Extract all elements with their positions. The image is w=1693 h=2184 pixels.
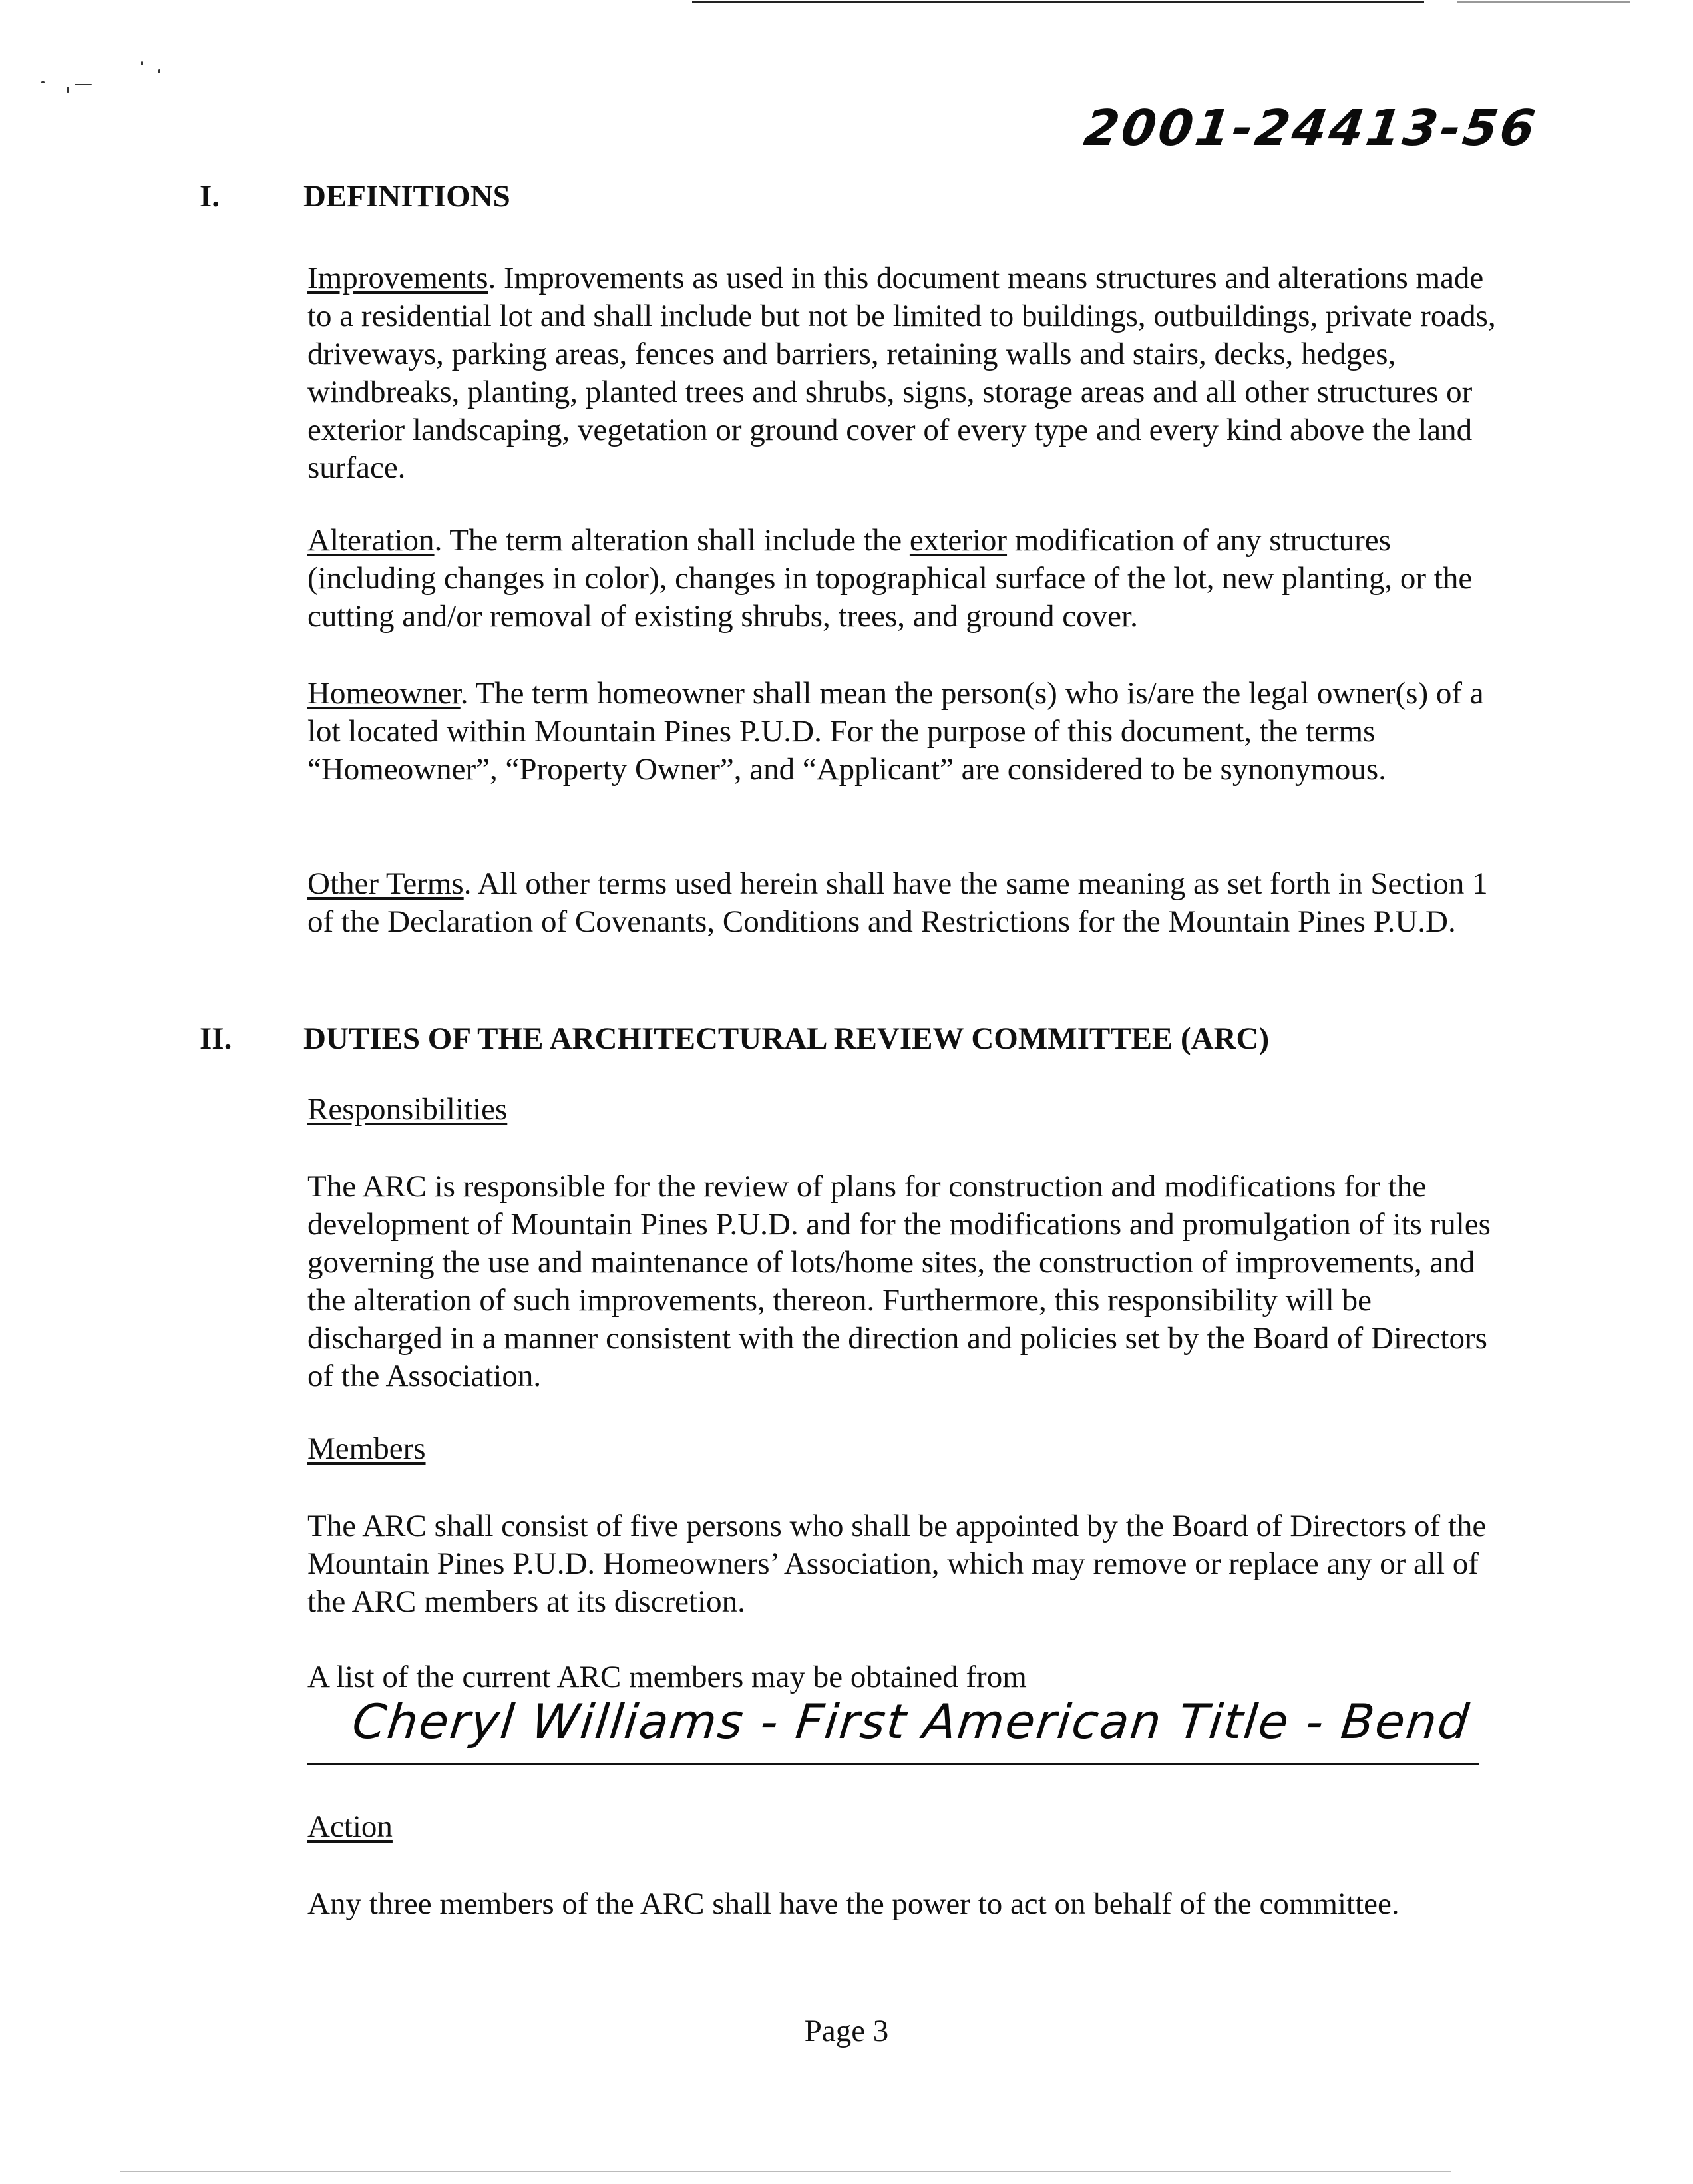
definition-text: . All other terms used herein shall have the same meaning as set forth in Section 1 of the Declaration of Covenants, Conditions and Restrictions for the Mountain Pines P.U.D. (307, 866, 1488, 939)
scan-edge-line (1457, 1, 1630, 3)
definition-other-terms (307, 865, 1505, 941)
section-title: DEFINITIONS (303, 179, 510, 214)
definition-text: . Improvements as used in this document means structures and alterations made to a residential lot and shall include but not be limited to buildings, outbuildings, private roads, driveways, parking areas, fences and barriers, retaining walls and stairs, decks, hedges, windbreaks, planting, planted trees and shrubs, signs, storage areas and all other structures or exterior landscaping, vegetation or ground cover of every type and every kind above the land surface. (307, 261, 1496, 485)
definition-term: Other Terms (307, 866, 464, 901)
section-number: II. (200, 1021, 232, 1056)
scan-edge-line (692, 1, 1424, 3)
definition-term: Improvements (307, 261, 488, 295)
definition-text: modification of any structures (including changes in color), changes in topographical surface of the lot, new planting, or the cutting and/or removal of existing shrubs, trees, and ground cover. (307, 523, 1473, 634)
scan-speck (141, 61, 143, 65)
subheading-responsibilities: Responsibilities (307, 1092, 508, 1127)
action-paragraph: Any three members of the ARC shall have the power to act on behalf of the committee. (307, 1887, 1400, 1921)
scan-edge-line (120, 2171, 1451, 2172)
definition-homeowner (307, 675, 1505, 789)
members-list-paragraph: A list of the current ARC members may be obtained from (307, 1660, 1027, 1694)
scan-speck (158, 69, 160, 73)
fill-in-line (307, 1763, 1479, 1765)
definition-text: . The term homeowner shall mean the person(s) who is/are the legal owner(s) of a lot located within Mountain Pines P.U.D. For the purpose of this document, the terms “Homeowner”, “Property Owner”, and “Applicant” are considered to be synonymous. (307, 676, 1484, 787)
responsibilities-paragraph: The ARC is responsible for the review of plans for construction and modifications for the development of Mountain Pines P.U.D. and for the modifications and promulgation of its rules governing the use and maintenance of lots/home sites, the construction of improvements, and the alteration of such improvements, thereon. Furthermore, this responsibility will be discharged in a manner consistent with the direction and policies set by the Board of Directors of the Association. (307, 1169, 1491, 1393)
definition-improvements (307, 260, 1505, 487)
definition-term: Alteration (307, 523, 435, 558)
definition-term: Homeowner (307, 676, 461, 711)
section-number: I. (200, 179, 220, 214)
handwritten-contact: Cheryl Williams - First American Title - Bend (349, 1694, 1473, 1749)
definition-text: . The term alteration shall include the (434, 523, 910, 558)
page-number: Page 3 (804, 2014, 889, 2048)
document-number: 2001-24413-56 (1080, 100, 1541, 157)
scan-speck (67, 87, 69, 93)
scan-speck (75, 84, 92, 85)
scan-speck (41, 81, 45, 83)
section-title: DUTIES OF THE ARCHITECTURAL REVIEW COMMITTEE (ARC) (303, 1021, 1270, 1056)
members-paragraph: The ARC shall consist of five persons who shall be appointed by the Board of Directors of the Mountain Pines P.U.D. Homeowners’ Association, which may remove or replace any or all of the ARC members at its discretion. (307, 1509, 1487, 1619)
subheading-action: Action (307, 1809, 393, 1844)
subheading-members: Members (307, 1431, 426, 1466)
definition-emphasis: exterior (909, 523, 1008, 558)
definition-alteration (307, 522, 1505, 636)
